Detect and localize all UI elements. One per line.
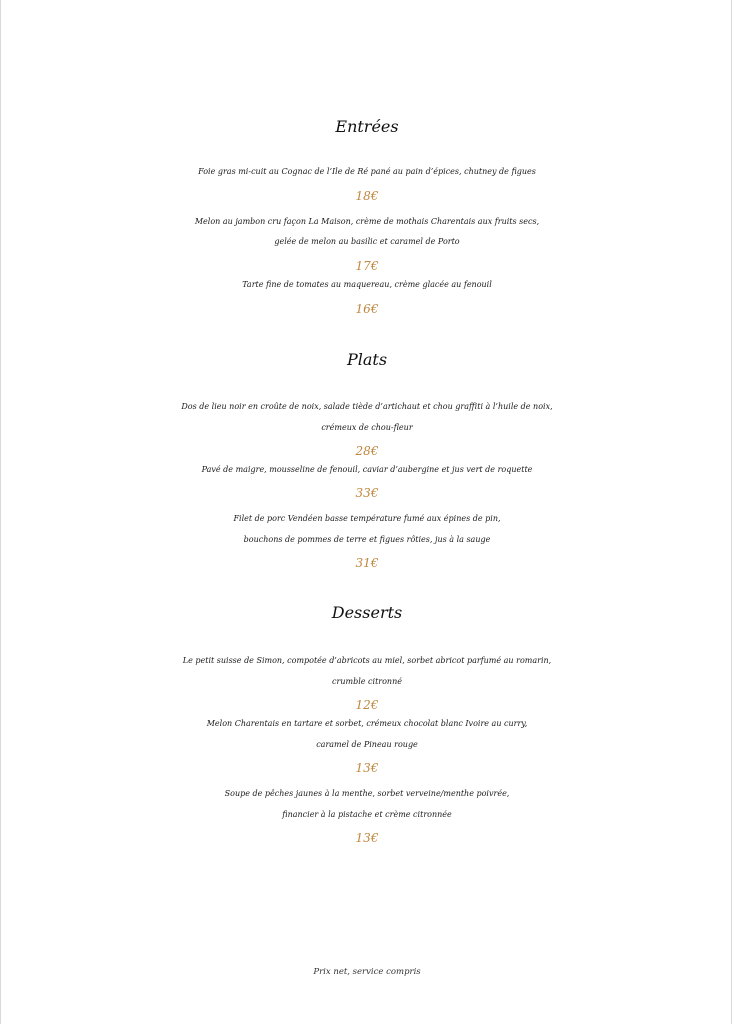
menu-item-price: 31€ [355,556,379,570]
menu-item-line: Foie gras mi-cuit au Cognac de l’Ile de Ré pané au pain d’épices, chutney de figues [198,167,536,176]
menu-item-price: 12€ [355,698,379,712]
menu-item-line: Dos de lieu noir en croûte de noix, salade tiède d’artichaut et chou graffiti à l’huile de noix, [181,402,553,411]
menu-item-line: crémeux de chou-fleur [321,423,413,432]
menu-item-line: caramel de Pineau rouge [316,740,418,749]
menu-item-price: 33€ [355,486,379,500]
menu-item-price: 18€ [355,189,379,203]
menu-item-price: 13€ [355,761,379,775]
section-title-plats: Plats [346,350,388,369]
menu-item-line: Tarte fine de tomates au maquereau, crème glacée au fenouil [242,280,492,289]
menu-item-line: Pavé de maigre, mousseline de fenouil, caviar d’aubergine et jus vert de roquette [201,465,533,474]
footer-note: Prix net, service compris [313,967,421,977]
menu-item-price: 16€ [355,302,379,316]
section-title-entrees: Entrées [335,117,399,136]
menu-item-line: Melon Charentais en tartare et sorbet, crémeux chocolat blanc Ivoire au curry, [206,719,528,728]
section-title-desserts: Desserts [331,603,403,622]
menu-item-line: gelée de melon au basilic et caramel de Porto [274,237,460,246]
menu-item-line: Filet de porc Vendéen basse température fumé aux épines de pin, [233,514,501,523]
menu-item-line: Melon au jambon cru façon La Maison, crème de mothais Charentais aux fruits secs, [194,217,540,226]
menu-item-price: 28€ [355,444,379,458]
menu-item-line: crumble citronné [332,677,402,686]
menu-item-line: Le petit suisse de Simon, compotée d’abricots au miel, sorbet abricot parfumé au romarin, [182,656,552,665]
menu-item-line: bouchons de pommes de terre et figues rôties, jus à la sauge [243,535,491,544]
menu-item-line: financier à la pistache et crème citronnée [282,810,452,819]
menu-item-line: Soupe de pêches jaunes à la menthe, sorbet verveine/menthe poivrée, [224,789,510,798]
menu-item-price: 17€ [355,259,379,273]
menu-item-price: 13€ [355,831,379,845]
